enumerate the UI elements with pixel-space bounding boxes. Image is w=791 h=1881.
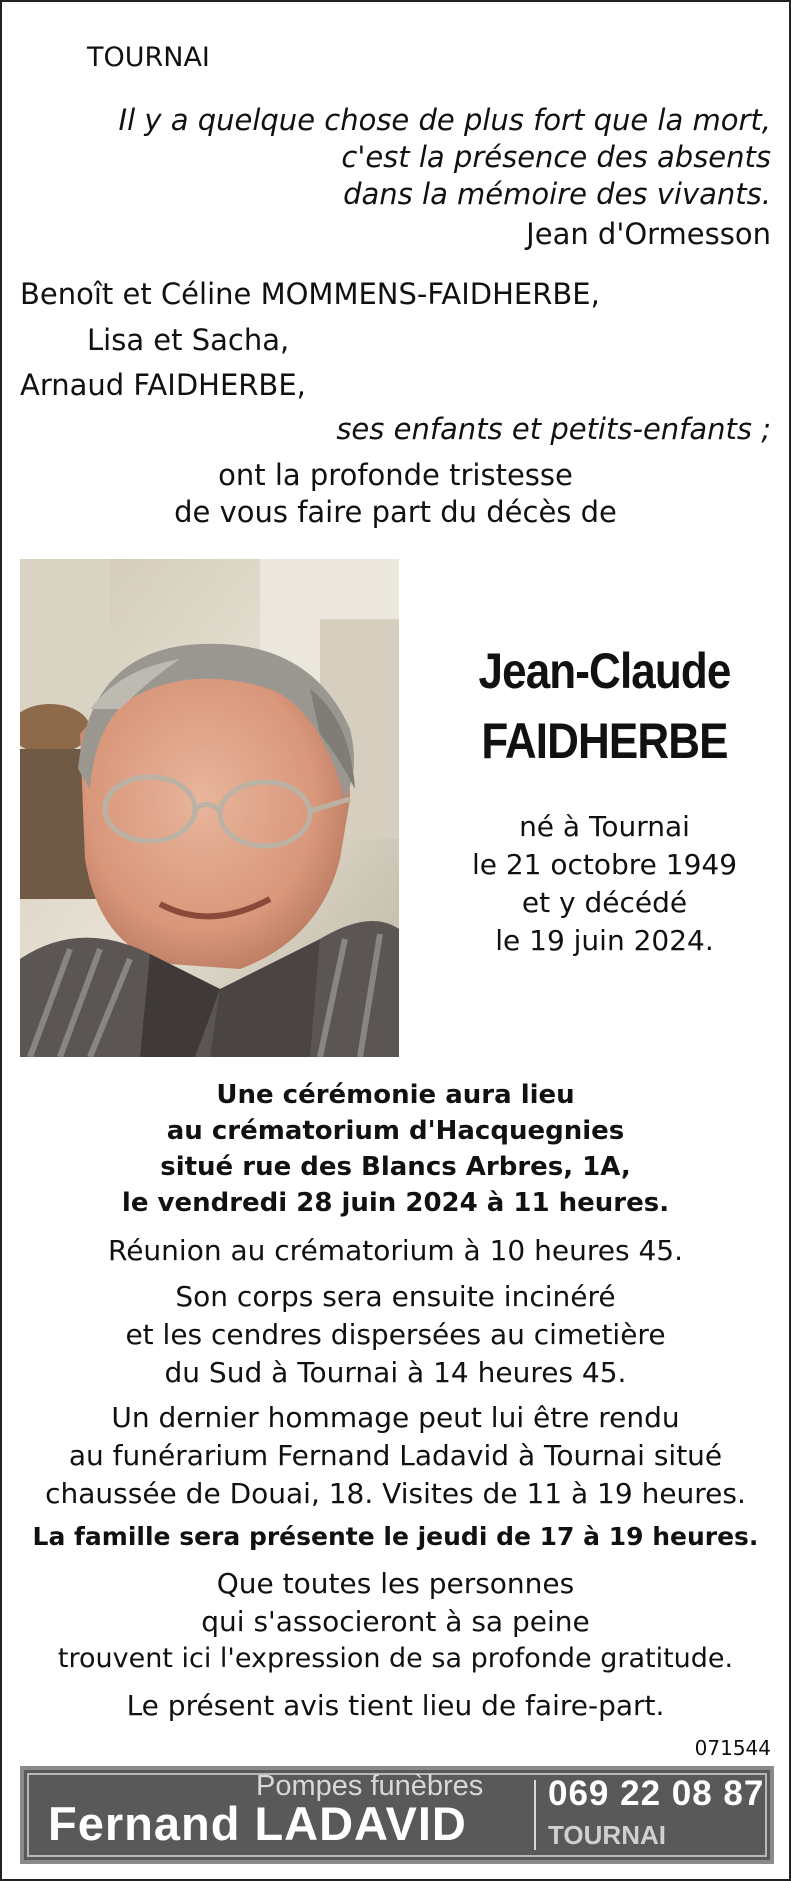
cremation-line-3: du Sud à Tournai à 14 heures 45. — [164, 1356, 627, 1389]
ceremony-line-3: situé rue des Blancs Arbres, 1A, — [160, 1152, 631, 1182]
family-line-1: Benoît et Céline MOMMENS-FAIDHERBE, — [20, 277, 600, 311]
banner-subtitle: Pompes funèbres — [256, 1770, 484, 1802]
quote-line-1: Il y a quelque chose de plus fort que la mort, — [118, 103, 771, 137]
meeting-info: Réunion au crématorium à 10 heures 45. — [108, 1234, 683, 1267]
header-city: TOURNAI — [87, 42, 210, 73]
announcement-line-2: de vous faire part du décès de — [174, 495, 617, 529]
banner-phone: 069 22 08 87 — [548, 1774, 765, 1813]
notice-text: Le présent avis tient lieu de faire-part. — [126, 1689, 665, 1722]
closing-line-2: qui s'associeront à sa peine — [201, 1605, 590, 1638]
funeral-home-banner — [20, 1766, 774, 1864]
ceremony-line-1: Une cérémonie aura lieu — [216, 1080, 575, 1110]
tribute-line-1: Un dernier hommage peut lui être rendu — [111, 1401, 680, 1434]
quote-line-3: dans la mémoire des vivants. — [343, 177, 771, 211]
family-presence: La famille sera présente le jeudi de 17 à 19 heures. — [32, 1522, 759, 1551]
bio-line-2: le 21 octobre 1949 — [471, 848, 738, 881]
banner-funeral-home-name: Fernand LADAVID — [48, 1797, 467, 1850]
deceased-last-name: FAIDHERBE — [481, 713, 728, 769]
bio-line-4: le 19 juin 2024. — [495, 924, 714, 957]
deceased-first-name: Jean-Claude — [478, 643, 731, 699]
reference-number: 071544 — [694, 1736, 771, 1760]
quote-line-2: c'est la présence des absents — [341, 140, 771, 174]
ceremony-line-2: au crématorium d'Hacquegnies — [166, 1116, 625, 1146]
bio-line-3: et y décédé — [521, 886, 688, 919]
banner-divider — [534, 1780, 536, 1850]
deceased-portrait-photo — [20, 559, 399, 1057]
tribute-line-3: chaussée de Douai, 18. Visites de 11 à 19 heures. — [45, 1477, 746, 1510]
family-line-2: Lisa et Sacha, — [87, 323, 290, 357]
closing-line-3: trouvent ici l'expression de sa profonde gratitude. — [57, 1643, 734, 1674]
tribute-line-2: au funérarium Fernand Ladavid à Tournai situé — [68, 1439, 723, 1472]
cremation-line-1: Son corps sera ensuite incinéré — [175, 1280, 616, 1313]
closing-line-1: Que toutes les personnes — [216, 1567, 575, 1600]
quote-author: Jean d'Ormesson — [526, 217, 771, 251]
cremation-line-2: et les cendres dispersées au cimetière — [125, 1318, 666, 1351]
banner-city: TOURNAI — [548, 1820, 666, 1850]
bio-line-1: né à Tournai — [519, 810, 690, 843]
ceremony-line-4: le vendredi 28 juin 2024 à 11 heures. — [121, 1188, 670, 1218]
family-relation: ses enfants et petits-enfants ; — [336, 412, 771, 446]
family-line-3: Arnaud FAIDHERBE, — [20, 368, 306, 402]
announcement-line-1: ont la profonde tristesse — [218, 458, 573, 492]
